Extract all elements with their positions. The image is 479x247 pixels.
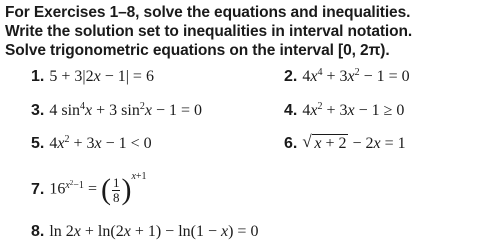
expr-part: 4	[302, 102, 311, 119]
variable: x	[93, 68, 101, 85]
exponent: 4	[317, 67, 323, 78]
instructions	[5, 3, 475, 60]
exercise-number: 1.	[31, 68, 45, 85]
exercise-number: 4.	[284, 102, 298, 119]
expr-part: +1	[135, 170, 147, 182]
variable: x	[310, 68, 318, 85]
instructions-line-1: For Exercises 1–8, solve the equations and inequalities.	[5, 4, 411, 21]
left-paren: (	[100, 173, 111, 206]
right-paren: )	[121, 173, 132, 206]
expr-part: ) = 0	[228, 223, 259, 240]
variable: x	[347, 68, 355, 85]
exercise-4	[284, 101, 404, 121]
expr-part: − 1 = 0	[151, 102, 202, 119]
exponent: 4	[80, 101, 86, 112]
exercise-2	[284, 67, 410, 87]
variable: x	[314, 135, 322, 152]
expr-part: − 1 = 0	[359, 68, 410, 85]
instructions-line-2: Write the solution set to inequalities in interval notation.	[5, 23, 413, 40]
expr-part: + 3	[69, 135, 95, 152]
exponent: 2	[69, 178, 74, 187]
expr-part: 4	[302, 68, 311, 85]
variable: x	[65, 179, 70, 191]
expr-part: ln 2	[49, 223, 74, 240]
exercise-number: 3.	[31, 102, 45, 119]
instructions-line-3: Solve trigonometric equations on the interval [0, 2π).	[5, 42, 390, 59]
exercise-number: 7.	[31, 180, 45, 198]
expr-part: 4	[49, 135, 58, 152]
variable: x	[144, 102, 152, 119]
exercise-7	[31, 170, 147, 206]
exponent: 2	[139, 101, 145, 112]
expr-part: 5 + 3|2	[49, 68, 94, 85]
variable: x	[123, 223, 131, 240]
variable: x	[94, 135, 102, 152]
expr-part: −1	[73, 179, 84, 191]
numerator: 1	[112, 174, 120, 190]
variable: x	[347, 102, 355, 119]
expr-part: − 1 < 0	[101, 135, 152, 152]
expr-part: 4 sin	[49, 102, 81, 119]
variable: x	[220, 223, 229, 240]
exercise-6	[284, 134, 406, 154]
exercise-1	[31, 67, 154, 87]
expr-part: + 3 sin	[92, 102, 140, 119]
expr-part: =	[83, 180, 101, 198]
variable: x	[373, 135, 381, 152]
variable: x	[310, 102, 318, 119]
expr-part: + 1) − ln(1 −	[130, 223, 221, 240]
exercise-number: 5.	[31, 135, 45, 152]
expr-part: − 1 ≥ 0	[354, 102, 405, 119]
exercise-number: 8.	[31, 223, 45, 240]
square-root	[302, 134, 348, 154]
exponent: 2	[354, 67, 360, 78]
expr-part: − 2	[348, 135, 374, 152]
expr-part: + 3	[322, 68, 348, 85]
radicand	[312, 134, 348, 152]
exponent	[131, 171, 146, 182]
variable: x	[131, 170, 136, 182]
denominator: 8	[112, 189, 120, 205]
expr-part: − 1| = 6	[100, 68, 154, 85]
expr-part: = 1	[380, 135, 406, 152]
exponent	[65, 180, 84, 191]
exponent: 2	[317, 101, 323, 112]
exercise-5	[31, 134, 152, 154]
variable: x	[57, 135, 65, 152]
exponent: 2	[64, 134, 70, 145]
exercise-8	[31, 222, 258, 242]
variable: x	[85, 102, 93, 119]
radical-sign: √	[302, 132, 312, 151]
exercise-number: 2.	[284, 68, 298, 85]
base: 16	[49, 180, 66, 198]
exercise-3	[31, 101, 202, 121]
expr-part: + 2	[321, 135, 347, 152]
expr-part: + 3	[322, 102, 348, 119]
exercise-number: 6.	[284, 135, 298, 152]
variable: x	[73, 223, 81, 240]
expr-part: + ln(2	[80, 223, 124, 240]
fraction	[112, 176, 121, 205]
